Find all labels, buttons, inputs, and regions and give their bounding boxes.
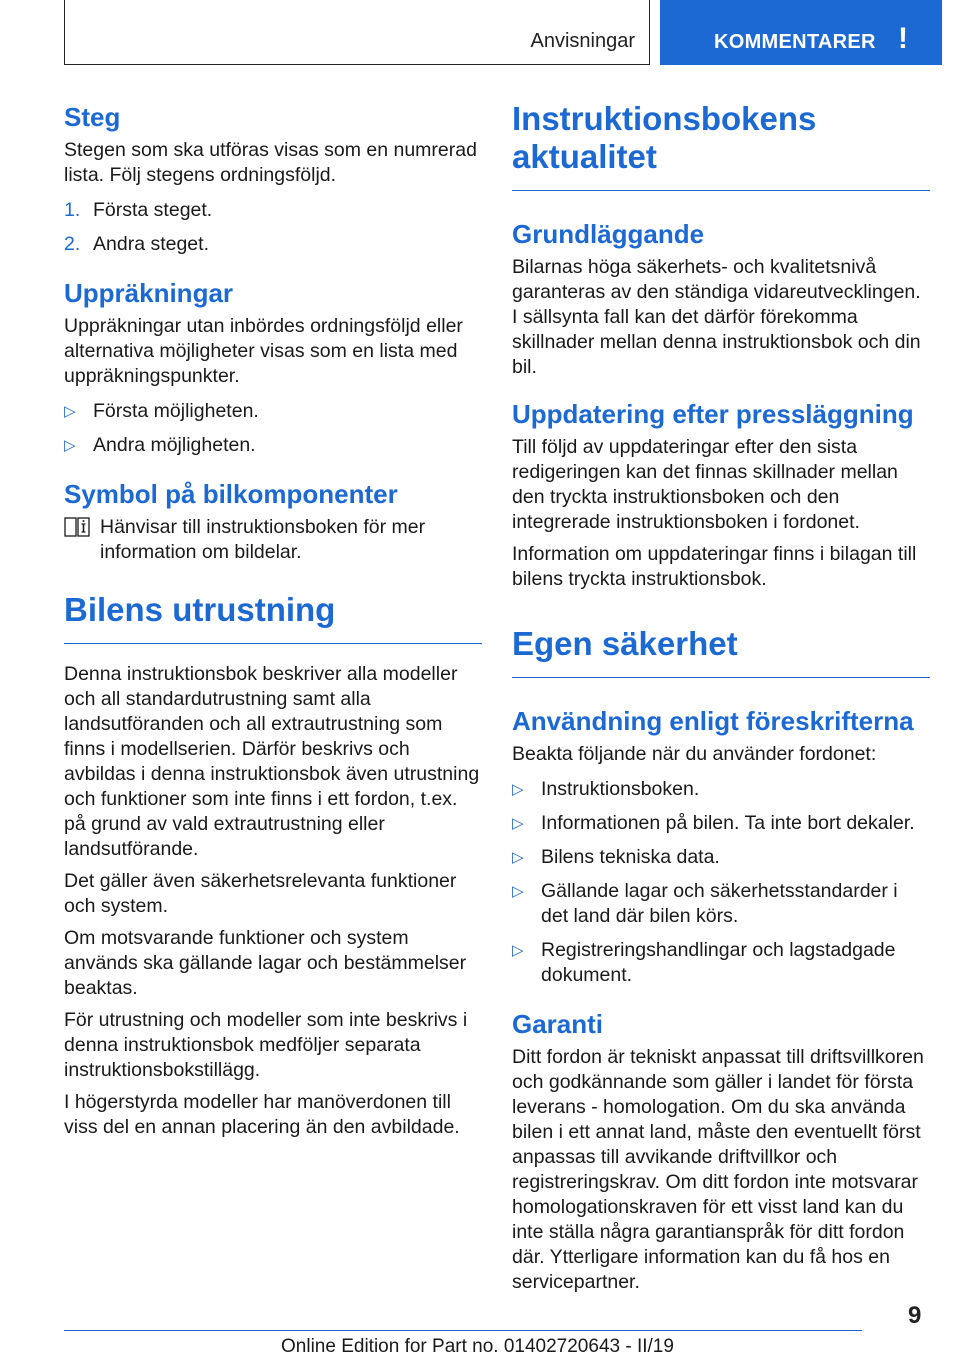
section-garanti: [512, 1007, 930, 1295]
list-item: [64, 232, 482, 257]
heading-uppdatering: Uppdatering efter pressläggning: [512, 399, 914, 429]
heading-anvandning: Användning enligt föreskrifterna: [512, 706, 914, 736]
uppdatering-paragraph: Information om uppdateringar finns i bilagan till bilens tryckta instruktionsbok.: [512, 543, 917, 590]
section-symbol: [64, 477, 482, 565]
utrustning-paragraph: För utrustning och modeller som inte beskrivs i denna instruktionsbok medföljer separata instruktionsbokstillägg.: [64, 1009, 468, 1081]
list-number: 1.: [64, 199, 81, 221]
section-anvandning: [512, 704, 930, 988]
list-item: [64, 399, 482, 424]
list-item: [512, 879, 930, 929]
page-number: 9: [908, 1302, 922, 1329]
triangle-bullet-icon: ▷: [512, 815, 524, 832]
heading-bilens-utrustning: Bilens utrustning: [64, 591, 482, 644]
left-column: [64, 100, 482, 1147]
section-aktualitet: [512, 100, 930, 191]
section-steg: [64, 100, 482, 257]
list-item: [512, 845, 930, 870]
header-section-box: [64, 0, 650, 65]
anvandning-text: Beakta följande när du använder fordonet:: [512, 743, 877, 765]
upprakningar-text: Uppräkningar utan inbördes ordningsföljd eller alternativa möjligheter visas som en lista med uppräkningspunkter.: [64, 315, 463, 387]
section-egen-sakerhet: [512, 625, 930, 678]
list-item-text: Första steget.: [93, 199, 213, 221]
utrustning-paragraph: Om motsvarande funktioner och system används ska gällande lagar och bestämmelser beaktas.: [64, 927, 467, 999]
exclamation-icon: !: [898, 22, 908, 55]
heading-symbol: Symbol på bilkomponenter: [64, 479, 398, 509]
list-item-text: Gällande lagar och säkerhetsstandarder i det land där bilen körs.: [541, 880, 898, 927]
triangle-bullet-icon: ▷: [512, 942, 524, 959]
list-item-text: Instruktionsboken.: [541, 778, 700, 800]
steg-numbered-list: [64, 198, 482, 257]
heading-steg: Steg: [64, 102, 121, 132]
list-item-text: Bilens tekniska data.: [541, 846, 720, 868]
book-info-icon: [64, 517, 90, 537]
heading-upprakningar: Uppräkningar: [64, 278, 234, 308]
list-item: [512, 777, 930, 802]
utrustning-paragraph: I högerstyrda modeller har manöverdonen till viss del en annan placering än den avbildade.: [64, 1091, 460, 1138]
section-bilens-utrustning: [64, 591, 482, 1140]
heading-egen-sakerhet: Egen säkerhet: [512, 625, 930, 678]
triangle-bullet-icon: ▷: [64, 437, 76, 454]
section-uppdatering: [512, 397, 930, 592]
section-upprakningar: [64, 276, 482, 458]
list-item-text: Informationen på bilen. Ta inte bort dekaler.: [541, 812, 915, 834]
triangle-bullet-icon: ▷: [512, 849, 524, 866]
list-item-text: Första möjligheten.: [93, 400, 259, 422]
list-item: [64, 198, 482, 223]
triangle-bullet-icon: ▷: [64, 403, 76, 420]
heading-grundlaggande: Grundläggande: [512, 219, 705, 249]
list-item: [64, 433, 482, 458]
list-item: [512, 938, 930, 988]
utrustning-paragraph: Det gäller även säkerhetsrelevanta funktioner och system.: [64, 870, 457, 917]
triangle-bullet-icon: ▷: [512, 781, 524, 798]
footer-edition: Online Edition for Part no. 01402720643 - II/19: [281, 1336, 674, 1357]
list-item-text: Andra möjligheten.: [93, 434, 256, 456]
list-item-text: Registreringshandlingar och lagstadgade dokument.: [541, 939, 896, 986]
list-item: [512, 811, 930, 836]
utrustning-paragraph: Denna instruktionsbok beskriver alla modeller och all standardutrustning samt alla landsutföranden och all extrautrustning som finns i modellserien. Därför beskrivs och avbildas i denna instruktionsbok även utrustning och funktioner som inte finns i ett fordon, t.ex. på grund av vald extrautrustning eller landsutförande.: [64, 663, 480, 860]
garanti-text: Ditt fordon är tekniskt anpassat till driftsvillkoren och godkännande som gäller i landet för första leverans - homologation. Om du ska använda bilen i ett annat land, måste den eventuellt först anpassas till avvikande driftvillkor och registreringskrav. Om ditt fordon inte motsvarar homologationskraven för ett visst land kan du inte ställa några garantianspråk för ditt fordon där. Ytterligare information kan du få hos en servicepartner.: [512, 1046, 924, 1293]
section-grundlaggande: [512, 217, 930, 380]
list-item-text: Andra steget.: [93, 233, 209, 255]
symbol-text: Hänvisar till instruktionsboken för mer information om bildelar.: [100, 516, 426, 563]
anvandning-bullet-list: [512, 777, 930, 988]
list-number: 2.: [64, 233, 81, 255]
triangle-bullet-icon: ▷: [512, 883, 524, 900]
header-tab-label: KOMMENTARER: [714, 31, 876, 53]
symbol-line: [64, 515, 482, 565]
heading-garanti: Garanti: [512, 1009, 604, 1039]
heading-aktualitet: Instruktionsbokens aktualitet: [512, 100, 930, 191]
upprakningar-bullet-list: [64, 399, 482, 458]
steg-text: Stegen som ska utföras visas som en numrerad lista. Följ stegens ordningsföljd.: [64, 139, 477, 186]
footer-divider: [64, 1330, 862, 1331]
grund-text: Bilarnas höga säkerhets- och kvalitetsnivå garanteras av den ständiga vidareutvecklingen. I sällsynta fall kan det därför förekomma skillnader mellan denna instruktionsbok och din bil.: [512, 256, 921, 378]
header-comments-tab[interactable]: [660, 0, 942, 65]
right-column: [512, 100, 930, 1302]
uppdatering-paragraph: Till följd av uppdateringar efter den sista redigeringen kan det finnas skillnader mellan den tryckta instruktionsboken och den integrerade instruktionsboken i fordonet.: [512, 436, 898, 533]
header-section-label: Anvisningar: [530, 30, 635, 52]
